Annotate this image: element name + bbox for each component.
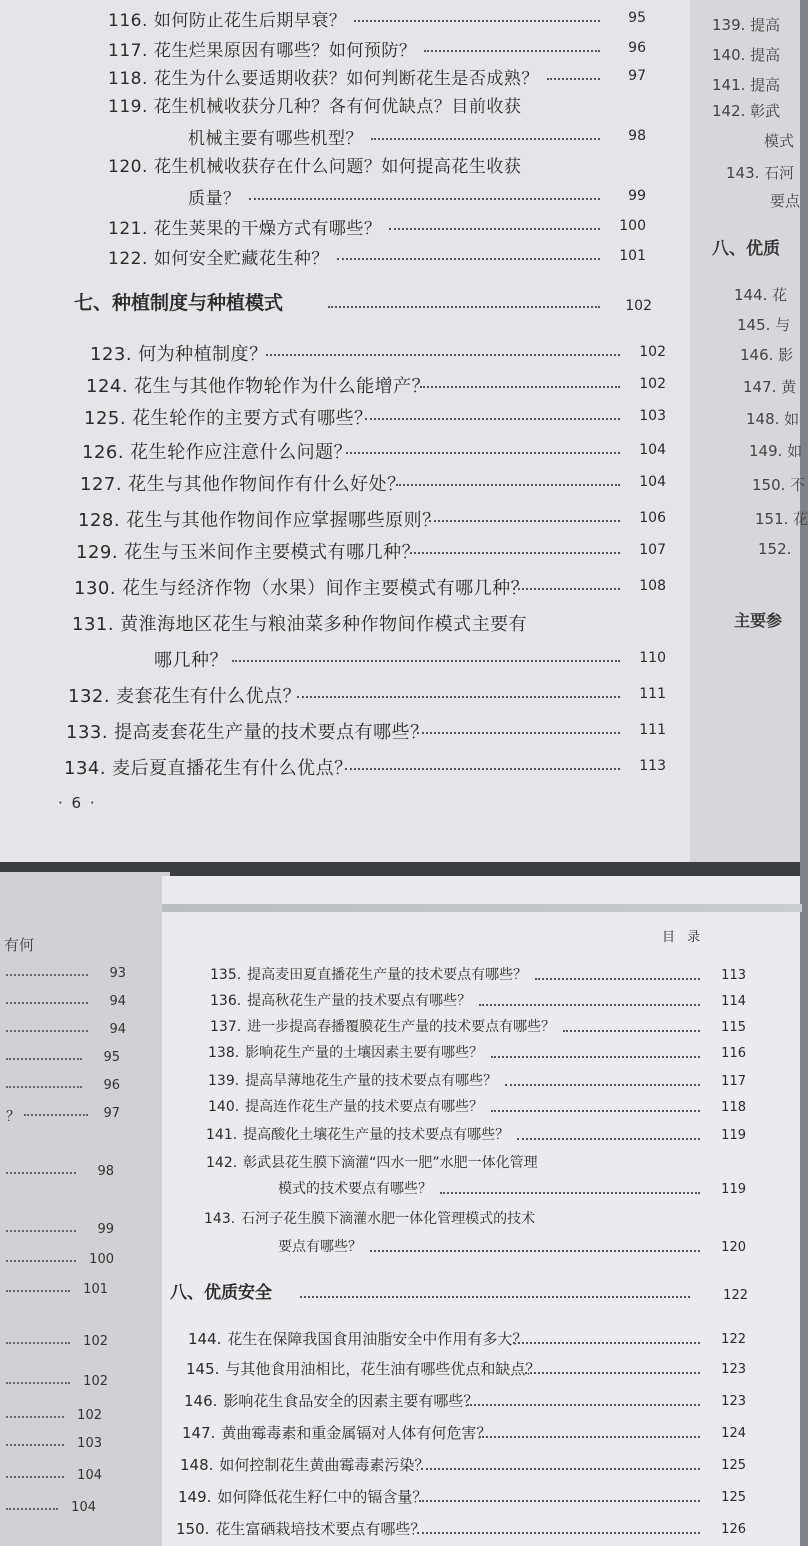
- entry-number: 141.: [206, 1127, 238, 1143]
- entry-number: 128.: [78, 510, 121, 531]
- dotted-leader: [421, 1468, 700, 1470]
- entry-title: 模式的技术要点有哪些？: [278, 1181, 432, 1197]
- dotted-leader: [563, 1030, 700, 1032]
- toc-entry: [108, 6, 346, 31]
- toc-entry: [108, 92, 521, 117]
- entry-page-number: 106: [639, 510, 666, 526]
- entry-page-number: 104: [639, 474, 666, 490]
- header-fragment: 有何: [4, 936, 35, 954]
- entry-title: 麦套花生有什么优点？: [116, 686, 302, 707]
- entry-number: 146.: [184, 1392, 218, 1410]
- entry-title: 黄淮海地区花生与粮油菜多种作物间作模式主要有: [120, 614, 528, 635]
- page-number-fragment: 103: [77, 1436, 102, 1451]
- entry-title: 提高旱薄地花生产量的技术要点有哪些？: [245, 1073, 498, 1089]
- entry-number: 140.: [208, 1099, 240, 1115]
- entry-number: 116.: [108, 11, 148, 31]
- dotted-leader: [513, 1342, 700, 1344]
- dotted-leader: [24, 1114, 88, 1116]
- dotted-leader: [6, 1342, 70, 1344]
- entry-page-number: 126: [721, 1522, 746, 1537]
- dotted-leader: [6, 1002, 88, 1004]
- entry-number: 129.: [76, 542, 119, 563]
- entry-title: 要点有哪些？: [278, 1239, 362, 1255]
- dotted-leader: [6, 1416, 64, 1418]
- toc-entry: [68, 682, 301, 708]
- entry-title: 黄曲霉毒素和重金属镉对人体有何危害？: [221, 1424, 492, 1442]
- entry-page-number: 113: [639, 758, 666, 774]
- dotted-leader: [6, 1382, 70, 1384]
- entry-title: 哪几种？: [154, 650, 228, 671]
- toc-entry-fragment: 142. 彰武: [712, 102, 781, 120]
- left-book-page-bottom: [0, 872, 170, 1546]
- dotted-leader: [6, 1260, 76, 1262]
- entry-page-number: 99: [628, 188, 646, 204]
- entry-page-number: 125: [721, 1490, 746, 1505]
- toc-entry: [208, 1042, 483, 1062]
- toc-entry: [86, 372, 430, 398]
- dotted-leader: [513, 588, 620, 590]
- entry-page-number: 110: [639, 650, 666, 666]
- dotted-leader: [6, 1086, 82, 1088]
- entry-title: 进一步提高春播覆膜花生产量的技术要点有哪些？: [247, 1019, 556, 1035]
- entry-title: 花生在保障我国食用油脂安全中作用有多大？: [227, 1330, 528, 1348]
- entry-number: 150.: [176, 1520, 210, 1538]
- toc-entry-fragment: 150. 不: [752, 476, 806, 494]
- dotted-leader: [6, 1444, 64, 1446]
- page-number-fragment: 94: [109, 1022, 126, 1037]
- entry-title: 何为种植制度？: [138, 344, 268, 365]
- entry-number: 143.: [204, 1211, 236, 1227]
- entry-number: 122.: [108, 249, 148, 269]
- section-page-number: 102: [625, 298, 652, 314]
- entry-number: 148.: [180, 1456, 214, 1474]
- header-band: [162, 904, 802, 912]
- entry-number: 124.: [86, 376, 129, 397]
- entry-title: 提高酸化土壤花生产量的技术要点有哪些？: [243, 1127, 510, 1143]
- dotted-leader: [354, 20, 600, 22]
- dotted-leader: [479, 1004, 700, 1006]
- dotted-leader: [525, 1372, 700, 1374]
- entry-page-number: 124: [721, 1426, 746, 1441]
- toc-entry: [236, 1236, 362, 1256]
- toc-entry: [208, 1096, 483, 1116]
- toc-entry: [80, 470, 406, 496]
- entry-page-number: 122: [721, 1332, 746, 1347]
- entry-number: 118.: [108, 69, 148, 89]
- entry-title: 如何控制花生黄曲霉毒素污染？: [219, 1456, 430, 1474]
- page-number-fragment: 94: [109, 994, 126, 1009]
- toc-entry: [66, 718, 429, 744]
- toc-entry: [184, 1390, 478, 1411]
- entry-title: 花生烂果原因有哪些？如何预防？: [153, 41, 417, 61]
- dotted-leader: [491, 1110, 700, 1112]
- entry-title: 如何防止花生后期早衰？: [153, 11, 347, 31]
- entry-page-number: 103: [639, 408, 666, 424]
- entry-page-number: 102: [639, 376, 666, 392]
- bibliography-fragment: 主要参: [734, 611, 783, 630]
- entry-number: 130.: [74, 578, 117, 599]
- entry-number: 145.: [186, 1360, 220, 1378]
- entry-title: 花生与玉米间作主要模式有哪几种？: [124, 542, 421, 563]
- entry-title: 花生与经济作物（水果）间作主要模式有哪几种？: [122, 578, 530, 599]
- entry-number: 139.: [208, 1073, 240, 1089]
- entry-page-number: 118: [721, 1100, 746, 1115]
- entry-number: 127.: [80, 474, 123, 495]
- entry-title: 花生与其他作物间作应掌握哪些原则？: [126, 510, 441, 531]
- question-mark-fragment: ？: [6, 1109, 20, 1125]
- entry-number: 149.: [178, 1488, 212, 1506]
- entry-title: 与其他食用油相比，花生油有哪些优点和缺点？: [225, 1360, 541, 1378]
- toc-entry-fragment: 148. 如: [746, 410, 800, 428]
- toc-entry: [76, 538, 420, 564]
- right-book-page-top: [690, 0, 808, 862]
- page-number-fragment: 104: [71, 1500, 96, 1515]
- entry-number: 142.: [206, 1155, 238, 1171]
- page-number-fragment: 102: [83, 1374, 108, 1389]
- page-header: 目 录: [662, 930, 705, 945]
- toc-entry: [186, 1358, 540, 1379]
- entry-title: 花生为什么要适期收获？如何判断花生是否成熟？: [153, 69, 539, 89]
- page-number-fragment: 102: [77, 1408, 102, 1423]
- dotted-leader: [429, 520, 620, 522]
- page-number-fragment: 102: [83, 1334, 108, 1349]
- dotted-leader: [371, 138, 600, 140]
- toc-entry: [176, 1518, 425, 1539]
- toc-entry: [204, 1208, 535, 1228]
- entry-page-number: 98: [628, 128, 646, 144]
- dotted-leader: [467, 1404, 700, 1406]
- toc-entry: [210, 964, 527, 984]
- dotted-leader: [249, 198, 601, 200]
- dotted-leader: [440, 1192, 700, 1194]
- toc-entry: [208, 1070, 497, 1090]
- entry-page-number: 111: [639, 686, 666, 702]
- entry-title: 石河子花生膜下滴灌水肥一体化管理模式的技术: [241, 1211, 536, 1227]
- page-number-fragment: 96: [103, 1078, 120, 1093]
- entry-number: 131.: [72, 614, 115, 635]
- entry-number: 147.: [182, 1424, 216, 1442]
- entry-title: 彰武县花生膜下滴灌“四水一肥”水肥一体化管理: [243, 1155, 538, 1171]
- entry-title: 花生机械收获分几种？各有何优缺点？目前收获: [153, 97, 522, 117]
- toc-entry: [74, 574, 529, 600]
- entry-page-number: 123: [721, 1362, 746, 1377]
- page-number-fragment: 100: [89, 1252, 114, 1267]
- entry-page-number: 96: [628, 40, 646, 56]
- toc-entry-fragment: 144. 花: [734, 286, 788, 304]
- entry-title: 提高麦套花生产量的技术要点有哪些？: [114, 722, 429, 743]
- dotted-leader: [370, 1250, 700, 1252]
- section-heading-fragment: 八、优质: [712, 239, 780, 259]
- toc-entry: [72, 610, 527, 636]
- entry-title: 提高连作花生产量的技术要点有哪些？: [245, 1099, 484, 1115]
- dotted-leader: [479, 1436, 700, 1438]
- entry-number: 119.: [108, 97, 148, 117]
- entry-page-number: 114: [721, 994, 746, 1009]
- dotted-leader: [535, 978, 700, 980]
- dotted-leader: [517, 1138, 700, 1140]
- dotted-leader: [410, 552, 620, 554]
- dotted-leader: [328, 306, 600, 308]
- toc-entry: [108, 64, 539, 89]
- toc-entry: [206, 1124, 509, 1144]
- toc-entry: [112, 646, 228, 672]
- entry-page-number: 101: [619, 248, 646, 264]
- dotted-leader: [396, 484, 620, 486]
- entry-title: 花生机械收获存在什么问题？如何提高花生收获: [153, 157, 522, 177]
- entry-number: 120.: [108, 157, 148, 177]
- toc-entry: [146, 124, 363, 149]
- entry-title: 麦后夏直播花生有什么优点？: [112, 758, 353, 779]
- right-book-page-bottom: [162, 876, 800, 1546]
- entry-page-number: 113: [721, 968, 746, 983]
- dotted-leader: [547, 78, 600, 80]
- section-heading: 七、种植制度与种植模式: [74, 292, 284, 314]
- toc-entry-fragment: 149. 如: [749, 442, 803, 460]
- entry-number: 135.: [210, 967, 242, 983]
- entry-title: 提高秋花生产量的技术要点有哪些？: [247, 993, 472, 1009]
- page-number-fragment: 99: [97, 1222, 114, 1237]
- entry-number: 123.: [90, 344, 133, 365]
- dotted-leader: [6, 974, 88, 976]
- entry-page-number: 107: [639, 542, 666, 558]
- toc-entry: [64, 754, 353, 780]
- entry-page-number: 125: [721, 1458, 746, 1473]
- dotted-leader: [6, 1476, 64, 1478]
- toc-entry: [188, 1328, 527, 1349]
- entry-page-number: 119: [721, 1128, 746, 1143]
- dotted-leader: [232, 660, 620, 662]
- dotted-leader: [389, 228, 600, 230]
- page-number-fragment: 93: [109, 966, 126, 981]
- entry-number: 133.: [66, 722, 109, 743]
- dotted-leader: [6, 1030, 88, 1032]
- toc-entry: [210, 1016, 555, 1036]
- page-number-fragment: 104: [77, 1468, 102, 1483]
- entry-page-number: 115: [721, 1020, 746, 1035]
- toc-entry-fragment: 140. 提高: [712, 46, 781, 64]
- entry-number: 138.: [208, 1045, 240, 1061]
- page-number-fragment: 101: [83, 1282, 108, 1297]
- toc-entry: [78, 506, 441, 532]
- toc-entry-fragment: 151. 花: [755, 510, 808, 528]
- entry-page-number: 117: [721, 1074, 746, 1089]
- entry-number: 125.: [84, 408, 127, 429]
- page-number-fragment: 98: [97, 1164, 114, 1179]
- entry-title: 影响花生食品安全的因素主要有哪些？: [223, 1392, 479, 1410]
- dotted-leader: [419, 1500, 700, 1502]
- entry-title: 花生荚果的干燥方式有哪些？: [153, 219, 382, 239]
- dotted-leader: [6, 1508, 58, 1510]
- entry-title: 如何安全贮藏花生种？: [153, 249, 329, 269]
- toc-entry: [206, 1152, 538, 1172]
- toc-entry: [108, 214, 381, 239]
- entry-number: 126.: [82, 442, 125, 463]
- dotted-leader: [6, 1230, 76, 1232]
- entry-number: 134.: [64, 758, 107, 779]
- page-number: · 6 ·: [58, 794, 97, 812]
- toc-entry-fragment: 要点: [770, 192, 801, 210]
- entry-title: 花生轮作的主要方式有哪些？: [132, 408, 373, 429]
- dotted-leader: [266, 354, 620, 356]
- entry-page-number: 120: [721, 1240, 746, 1255]
- dotted-leader: [346, 452, 620, 454]
- dotted-leader: [345, 768, 620, 770]
- entry-title: 提高麦田夏直播花生产量的技术要点有哪些？: [247, 967, 528, 983]
- toc-entry-fragment: 141. 提高: [712, 76, 781, 94]
- dotted-leader: [420, 386, 620, 388]
- dotted-leader: [300, 1296, 690, 1298]
- toc-entry-fragment: 146. 影: [740, 346, 794, 364]
- toc-entry: [90, 340, 268, 366]
- dotted-leader: [337, 258, 600, 260]
- toc-entry-fragment: 145. 与: [737, 316, 791, 334]
- entry-page-number: 100: [619, 218, 646, 234]
- section-heading: 八、优质安全: [170, 1283, 272, 1303]
- toc-entry: [180, 1454, 429, 1475]
- entry-page-number: 108: [639, 578, 666, 594]
- toc-entry-fragment: 143. 石河: [726, 164, 795, 182]
- dotted-leader: [6, 1172, 76, 1174]
- entry-number: 144.: [188, 1330, 222, 1348]
- entry-page-number: 119: [721, 1182, 746, 1197]
- dotted-leader: [365, 418, 620, 420]
- entry-page-number: 102: [639, 344, 666, 360]
- entry-page-number: 97: [628, 68, 646, 84]
- toc-entry-fragment: 152.: [758, 540, 792, 558]
- entry-title: 花生轮作应注意什么问题？: [130, 442, 353, 463]
- entry-number: 121.: [108, 219, 148, 239]
- toc-entry: [108, 36, 416, 61]
- page-number-fragment: 97: [103, 1106, 120, 1121]
- entry-page-number: 104: [639, 442, 666, 458]
- left-book-page: [0, 0, 698, 872]
- entry-title: 花生与其他作物轮作为什么能增产？: [134, 376, 431, 397]
- entry-title: 花生与其他作物间作有什么好处？: [128, 474, 406, 495]
- dotted-leader: [6, 1058, 82, 1060]
- entry-number: 132.: [68, 686, 111, 707]
- entry-page-number: 111: [639, 722, 666, 738]
- dotted-leader: [417, 732, 620, 734]
- toc-entry-fragment: 模式: [764, 132, 795, 150]
- dotted-leader: [424, 50, 600, 52]
- entry-title: 机械主要有哪些机型？: [188, 129, 363, 149]
- entry-page-number: 123: [721, 1394, 746, 1409]
- toc-entry: [210, 990, 471, 1010]
- toc-entry: [108, 152, 521, 177]
- entry-title: 花生富硒栽培技术要点有哪些？: [215, 1520, 426, 1538]
- toc-entry: [236, 1178, 432, 1198]
- entry-number: 117.: [108, 41, 148, 61]
- entry-page-number: 95: [628, 10, 646, 26]
- toc-entry: [178, 1486, 427, 1507]
- dotted-leader: [505, 1084, 700, 1086]
- entry-title: 影响花生产量的土壤因素主要有哪些？: [245, 1045, 484, 1061]
- entry-title: 质量？: [188, 189, 241, 209]
- entry-title: 如何降低花生籽仁中的镉含量？: [217, 1488, 428, 1506]
- entry-number: 136.: [210, 993, 242, 1009]
- toc-entry: [84, 404, 373, 430]
- toc-entry: [82, 438, 352, 464]
- section-page-number: 122: [723, 1288, 748, 1303]
- dotted-leader: [6, 1290, 70, 1292]
- entry-number: 137.: [210, 1019, 242, 1035]
- dotted-leader: [417, 1532, 700, 1534]
- dotted-leader: [491, 1056, 700, 1058]
- toc-entry-fragment: 147. 黄: [743, 378, 797, 396]
- toc-entry: [182, 1422, 491, 1443]
- page-number-fragment: 95: [103, 1050, 120, 1065]
- entry-page-number: 116: [721, 1046, 746, 1061]
- toc-entry-fragment: 139. 提高: [712, 16, 781, 34]
- toc-entry: [108, 244, 329, 269]
- dotted-leader: [297, 696, 620, 698]
- toc-entry: [146, 184, 241, 209]
